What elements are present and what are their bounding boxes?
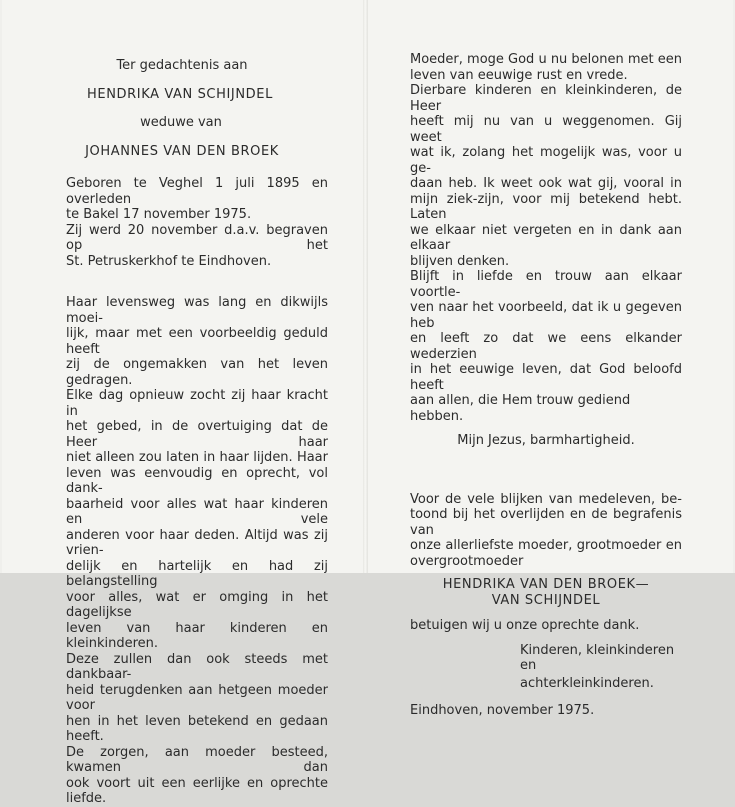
life-description bbox=[66, 295, 328, 807]
body-line: ook voort uit een eerlijke en oprechte liefde. bbox=[66, 775, 328, 806]
bio-line: Zij werd 20 november d.a.v. begraven op het bbox=[66, 222, 328, 253]
body-line: hen in het leven betekend en gedaan heeft. bbox=[66, 713, 328, 744]
prayer-line: Blijft in liefde en trouw aan elkaar voortle- bbox=[410, 269, 682, 300]
gratitude-line: betuigen wij u onze oprechte dank. bbox=[410, 618, 640, 633]
prayer-line: daan heb. Ik weet ook wat gij, vooral in bbox=[410, 176, 682, 191]
full-name-line-2: VAN SCHIJNDEL bbox=[491, 592, 601, 608]
family-line-2: achterkleinkinderen. bbox=[520, 675, 654, 691]
husband-name: JOHANNES VAN DEN BROEK bbox=[85, 143, 279, 159]
body-line: het gebed, in de overtuiging dat de Heer haar bbox=[66, 419, 328, 450]
right-page bbox=[368, 0, 733, 718]
full-name-line-1: HENDRIKA VAN DEN BROEK— bbox=[442, 577, 650, 592]
thanks-text bbox=[410, 492, 682, 570]
body-line: De zorgen, aan moeder besteed, kwamen dan bbox=[66, 744, 328, 775]
thanks-line: toond bij het overlijden en de begrafenis van bbox=[410, 507, 682, 538]
prayer-line: wat ik, zolang het mogelijk was, voor u ge- bbox=[410, 145, 682, 176]
prayer-line: heeft mij nu van u weggenomen. Gij weet bbox=[410, 114, 682, 145]
prayer-line: in het eeuwige leven, dat God beloofd heeft bbox=[410, 362, 682, 393]
widow-of-label: weduwe van bbox=[140, 115, 222, 130]
prayer-line: Dierbare kinderen en kleinkinderen, de Heer bbox=[410, 83, 682, 114]
body-line: baarheid voor alles wat haar kinderen en vele bbox=[66, 496, 328, 527]
body-line: niet alleen zou laten in haar lijden. Haar bbox=[66, 450, 328, 465]
body-line: voor alles, wat er omging in het dagelijkse bbox=[66, 589, 328, 620]
left-page-text bbox=[66, 58, 328, 807]
thanks-line: Voor de vele blijken van medeleven, be- bbox=[410, 491, 682, 507]
prayer-line: blijven denken. bbox=[410, 253, 510, 269]
body-line: Deze zullen dan ook steeds met dankbaar- bbox=[66, 651, 328, 682]
body-line: delijk en hartelijk en had zij belangstelling bbox=[66, 558, 328, 589]
prayer-line: en leeft zo dat we eens elkander wederzien bbox=[410, 331, 682, 362]
prayer-text bbox=[410, 52, 682, 424]
bio-line: te Bakel 17 november 1975. bbox=[66, 207, 252, 222]
prayer-line: aan allen, die Hem trouw gediend hebben. bbox=[410, 393, 631, 424]
bio-line: St. Petruskerkhof te Eindhoven. bbox=[66, 253, 272, 269]
body-line: Elke dag opnieuw zocht zij haar kracht in bbox=[66, 388, 328, 419]
deceased-name: HENDRIKA VAN SCHIJNDEL bbox=[87, 86, 273, 102]
place-date: Eindhoven, november 1975. bbox=[410, 703, 595, 718]
prayer-line: ven naar het voorbeeld, dat ik u gegeven heb bbox=[410, 300, 682, 331]
thanks-line: onze allerliefste moeder, grootmoeder en bbox=[410, 538, 682, 553]
family-line-1: Kinderen, kleinkinderen en bbox=[520, 642, 675, 673]
memorial-header: Ter gedachtenis aan bbox=[116, 58, 248, 73]
body-line: anderen voor haar deden. Altijd was zij vrien- bbox=[66, 527, 328, 558]
prayer-line: mijn ziek-zijn, voor mij betekend hebt. Laten bbox=[410, 191, 682, 222]
body-line: leven van haar kinderen en kleinkinderen. bbox=[66, 620, 328, 651]
bio-line: Geboren te Veghel 1 juli 1895 en overleden bbox=[66, 176, 328, 207]
prayer-line: leven van eeuwige rust en vrede. bbox=[410, 67, 628, 83]
invocation: Mijn Jezus, barmhartigheid. bbox=[457, 433, 635, 448]
biography bbox=[66, 176, 328, 269]
prayer-line: we elkaar niet vergeten en in dank aan elkaar bbox=[410, 222, 682, 253]
body-line: leven was eenvoudig en oprecht, vol dank- bbox=[66, 465, 328, 496]
right-page-text bbox=[410, 52, 682, 719]
thanks-line: overgrootmoeder bbox=[410, 553, 524, 569]
body-line: Haar levensweg was lang en dikwijls moei- bbox=[66, 295, 328, 326]
left-page bbox=[2, 0, 363, 806]
body-line: lijk, maar met een voorbeeldig geduld heeft bbox=[66, 326, 328, 357]
body-line: zij de ongemakken van het leven gedragen. bbox=[66, 357, 328, 388]
prayer-line: Moeder, moge God u nu belonen met een bbox=[410, 52, 682, 67]
body-line: heid terugdenken aan hetgeen moeder voor bbox=[66, 682, 328, 713]
